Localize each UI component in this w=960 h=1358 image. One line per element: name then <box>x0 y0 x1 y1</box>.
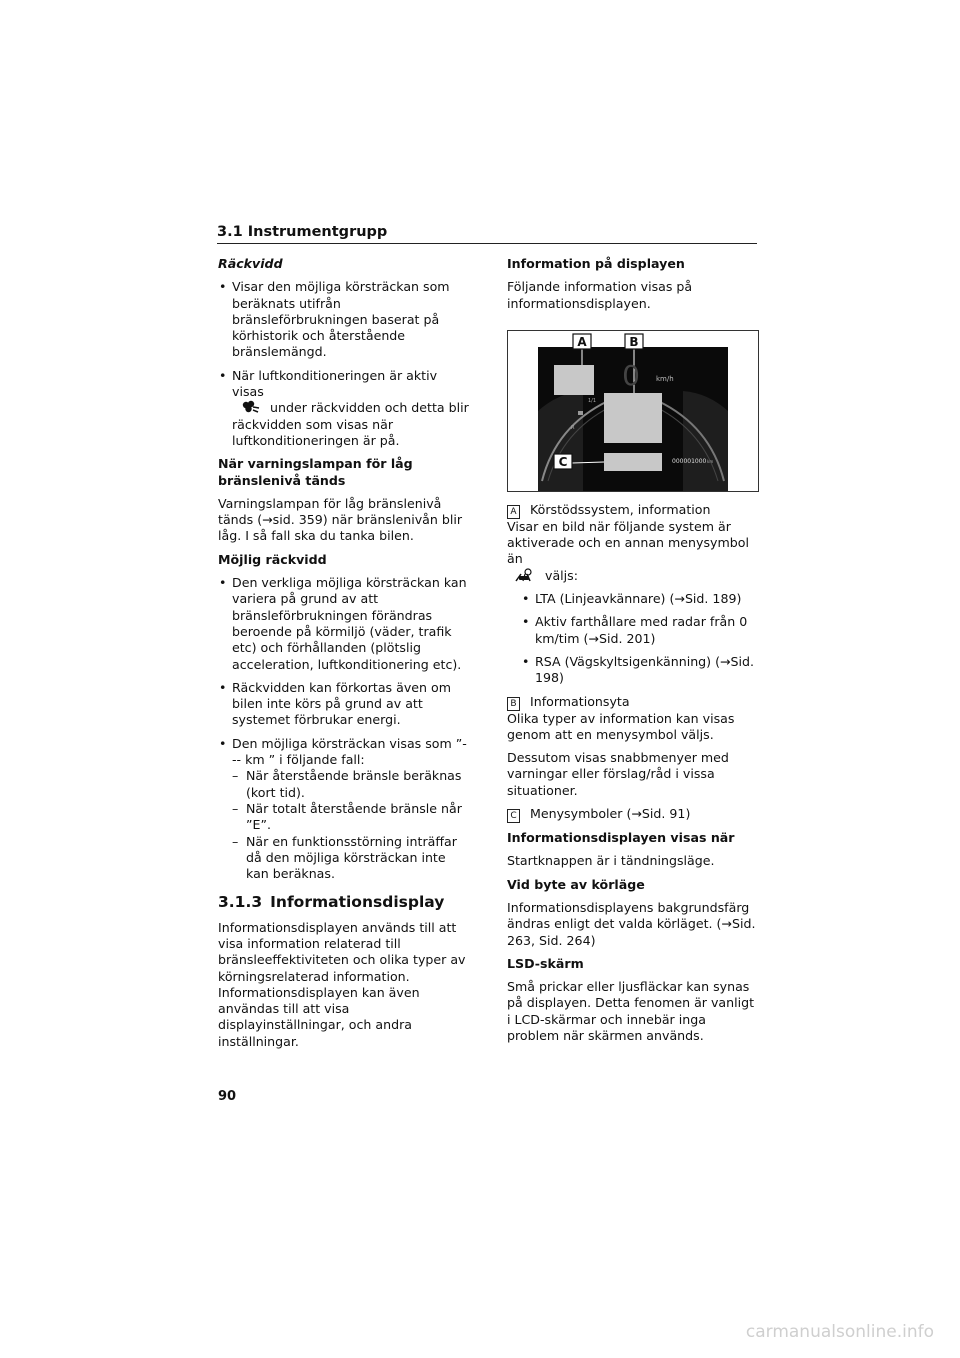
item-b <box>507 694 759 711</box>
item-a-text <box>507 519 759 584</box>
gear-indicator: R <box>571 424 575 431</box>
ac-icon <box>238 400 262 414</box>
rackvidd-bullet-2-pre: När luftkonditioneringen är aktiv visas <box>232 367 438 400</box>
item-b-text-1: Olika typer av information kan visas genom att en menysymbol väljs. <box>507 710 735 742</box>
info-heading: Information på displayen <box>507 256 685 271</box>
info-text: Följande information visas på informationsdisplayen. <box>507 279 693 311</box>
possible-range-dash-3: – När en funktionsstörning inträffar då den möjliga körsträckan inte kan beräknas. <box>218 834 470 883</box>
item-a-tag: A <box>507 505 520 519</box>
display-shown-heading: Informationsdisplayen visas när <box>507 830 735 846</box>
section-number: 3.1.3 <box>218 893 263 912</box>
gauge-mark: 1/1 <box>588 397 597 404</box>
speed-unit: km/h <box>656 374 674 383</box>
item-a-bullet-1: • LTA (Linjeavkännare) (→Sid. 189) <box>507 591 759 607</box>
item-c <box>507 806 759 823</box>
drive-mode-text: Informationsdisplayens bakgrundsfärg ändras enligt det valda körläget. (→Sid. 263, Sid. 264) <box>507 899 756 948</box>
driver-assist-icon <box>513 568 537 582</box>
low-fuel-text: Varningslampan för låg bränslenivå tänds (→sid. 359) när bränslenivån blir låg. I så fall ska du tanka bilen. <box>218 495 463 544</box>
possible-range-bullet-2: • Räckvidden kan förkortas även om bilen inte körs på grund av att systemet förbrukar energi. <box>218 680 470 729</box>
item-b-tag: B <box>507 697 520 711</box>
possible-range-bullet-1: • Den verkliga möjliga körsträckan kan variera på grund av att bränsleförbrukningen förändras beroende på körmiljö (väder, trafik etc) och förhållanden (plötslig acceleration, luftkonditionering etc). <box>218 575 470 673</box>
section-title: Informationsdisplay <box>270 893 445 912</box>
odometer-value: 000001000 <box>672 457 707 465</box>
section-heading <box>218 894 470 910</box>
right-column <box>507 256 759 1051</box>
lsd-heading: LSD-skärm <box>507 955 584 971</box>
section-text: Informationsdisplayen används till att visa information relaterad till bränsleeffektiviteten och olika typer av körningsrelaterad information. Informationsdisplayen kan även användas till att visa displayinställningar, och andra inställningar. <box>218 919 466 1049</box>
possible-range-dash-2: – När totalt återstående bränsle når ”E”. <box>218 801 470 834</box>
area-c-region <box>604 453 662 471</box>
item-a <box>507 502 759 519</box>
rackvidd-bullet-1: • Visar den möjliga körsträckan som beräknats utifrån bränsleförbrukningen baserat på körhistorik och återstående bränslemängd. <box>218 279 470 360</box>
item-b-title: Informationsyta <box>530 693 630 709</box>
drive-mode-heading: Vid byte av körläge <box>507 876 645 892</box>
possible-range-dash-list <box>218 768 470 882</box>
item-c-tag: C <box>507 809 520 823</box>
label-b: B <box>629 334 639 349</box>
possible-range-bullet-3: • Den möjliga körsträckan visas som ”--- km ” i följande fall: <box>218 736 470 769</box>
label-a: A <box>577 334 587 349</box>
item-c-title: Menysymboler (→Sid. 91) <box>530 806 691 822</box>
item-a-bullet-3: • RSA (Vägskyltsigenkänning) (→Sid. 198) <box>507 654 759 687</box>
rackvidd-bullet-2 <box>218 368 470 449</box>
fuel-small-icon <box>578 411 583 415</box>
page-number: 90 <box>218 1089 237 1104</box>
item-b-text-2: Dessutom visas snabbmenyer med varningar eller förslag/råd i vissa situationer. <box>507 750 729 798</box>
watermark: carmanualsonline.info <box>745 1322 934 1342</box>
page-header-title: 3.1 Instrumentgrupp <box>217 224 757 244</box>
page-header <box>217 224 757 244</box>
speed-value: 0 <box>622 358 640 392</box>
possible-range-dash-1: – När återstående bränsle beräknas (kort tid). <box>218 768 470 801</box>
rackvidd-bullet-2-post: under räckvidden och detta blir räckvidden som visas när luftkonditioneringen är på. <box>232 400 469 448</box>
low-fuel-heading: När varningslampan för låg bränslenivå tänds <box>218 456 413 488</box>
item-a-text-post: väljs: <box>545 567 578 583</box>
item-a-bullet-2: • Aktiv farthållare med radar från 0 km/tim (→Sid. 201) <box>507 614 759 647</box>
area-a-region <box>554 365 594 395</box>
instrument-display-illustration <box>508 331 758 491</box>
instrument-display-figure <box>507 330 759 492</box>
label-c: C <box>558 454 568 469</box>
rackvidd-heading: Räckvidd <box>218 256 283 271</box>
possible-range-heading: Möjlig räckvidd <box>218 551 327 567</box>
display-shown-text: Startknappen är i tändningsläge. <box>507 853 715 869</box>
left-column <box>218 256 470 1057</box>
item-a-text-pre: Visar en bild när följande system är aktiverade och en annan menysymbol än <box>507 518 749 567</box>
odometer-unit: km <box>707 458 714 464</box>
area-b-region <box>604 393 662 443</box>
lsd-text: Små prickar eller ljusfläckar kan synas på displayen. Detta fenomen är vanligt i LCD-skärmar och innebär inga problem när skärmen används. <box>507 979 755 1044</box>
item-a-title: Körstödssystem, information <box>530 501 711 517</box>
